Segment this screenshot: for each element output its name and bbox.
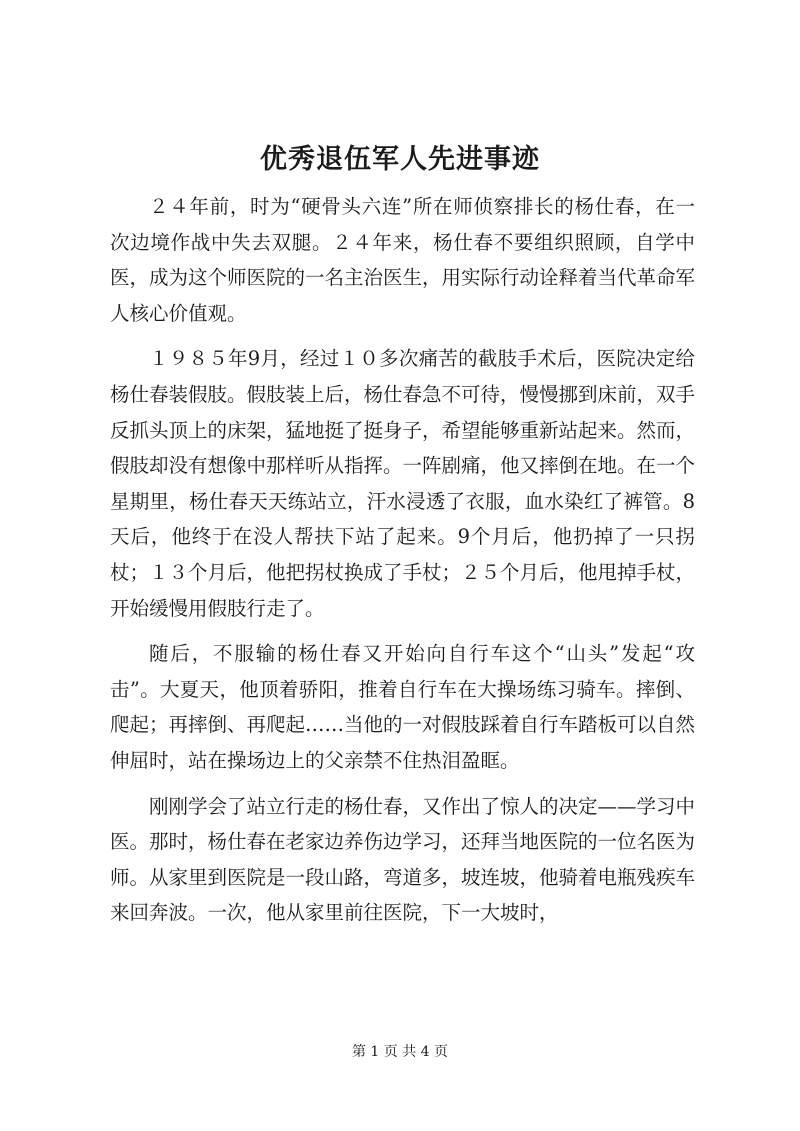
paragraph: 刚刚学会了站立行走的杨仕春，又作出了惊人的决定——学习中医。那时，杨仕春在老家边养伤边学习，还拜当地医院的一位名医为师。从家里到医院是一段山路，弯道多，坡连坡，他骑着电瓶残疾车来回奔波。一次，他从家里前往医院，下一大坡时， bbox=[110, 794, 696, 925]
document-title: 优秀退伍军人先进事迹 bbox=[260, 144, 540, 175]
paragraph: ２４年前，时为“硬骨头六连”所在师侦察排长的杨仕春，在一次边境作战中失去双腿。２４年来，杨仕春不要组织照顾，自学中医，成为这个师医院的一名主治医生，用实际行动诠释着当代革命军人核心价值观。 bbox=[110, 195, 696, 325]
document-body bbox=[110, 189, 695, 941]
paragraph: １９８５年9月，经过１０多次痛苦的截肢手术后，医院决定给杨仕春装假肢。假肢装上后，杨仕春急不可待，慢慢挪到床前，双手反抓头顶上的床架，猛地挺了挺身子，希望能够重新站起来。然而，假肢却没有想像中那样听从指挥。一阵剧痛，他又摔倒在地。在一个星期里，杨仕春天天练站立，汗水浸透了衣服，血水染红了裤管。8天后，他终于在没人帮扶下站了起来。9个月后，他扔掉了一只拐杖；１３个月后，他把拐杖换成了手杖；２５个月后，他甩掉手杖，开始缓慢用假肢行走了。 bbox=[110, 347, 696, 620]
paragraph: 随后，不服输的杨仕春又开始向自行车这个“山头”发起“攻击”。大夏天，他顶着骄阳，推着自行车在大操场练习骑车。摔倒、爬起；再摔倒、再爬起……当他的一对假肢踩着自行车踏板可以自然伸屈时，站在操场边上的父亲禁不住热泪盈眶。 bbox=[110, 642, 696, 772]
page-footer: 第 1 页 共 4 页 bbox=[351, 1044, 449, 1060]
